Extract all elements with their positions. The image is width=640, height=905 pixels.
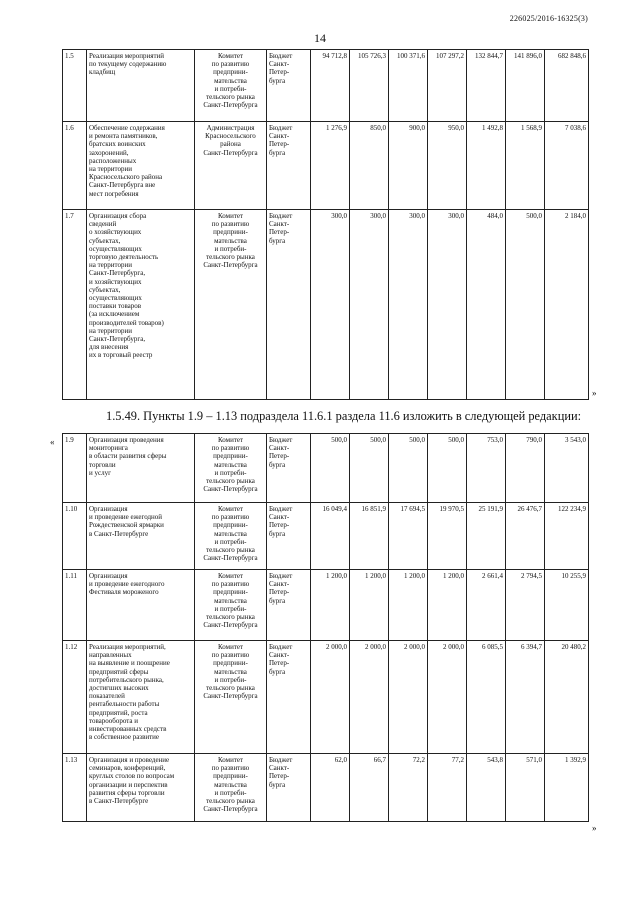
year-value: 72,2 xyxy=(389,754,428,822)
item-number: 1.13 xyxy=(63,754,87,822)
funding-source: Бюджет Санкт- Петер- бурга xyxy=(267,122,311,210)
closing-quote-mark: » xyxy=(592,388,597,398)
executor: Комитет по развитию предприни- мательства и потреби- тельского рынка Санкт-Петербурга xyxy=(195,434,267,503)
year-value: 300,0 xyxy=(350,210,389,400)
year-value: 900,0 xyxy=(389,122,428,210)
year-value: 94 712,8 xyxy=(311,50,350,122)
year-value: 26 476,7 xyxy=(506,503,545,570)
executor: Комитет по развитию предприни- мательства и потреби- тельского рынка Санкт-Петербурга xyxy=(195,210,267,400)
total-value: 20 480,2 xyxy=(545,641,589,754)
measure-name: Организация сбора сведений о хозяйствующих субъектах, осуществляющих торговую деятельность на территории Санкт-Петербурга, и хозяйствующих субъектах, осуществляющих поставки товаров (за исключением производителей товаров) на территории Санкт-Петербурга, для внесения их в торговый реестр xyxy=(87,210,195,400)
funding-source: Бюджет Санкт- Петер- бурга xyxy=(267,754,311,822)
year-value: 66,7 xyxy=(350,754,389,822)
measure-name: Организация и проведение ежегодной Рождественской ярмарки в Санкт-Петербурге xyxy=(87,503,195,570)
year-value: 790,0 xyxy=(506,434,545,503)
year-value: 571,0 xyxy=(506,754,545,822)
year-value: 107 297,2 xyxy=(428,50,467,122)
year-value: 62,0 xyxy=(311,754,350,822)
year-value: 500,0 xyxy=(389,434,428,503)
table-row xyxy=(63,641,589,754)
measure-name: Организация проведения мониторинга в области развития сферы торговли и услуг xyxy=(87,434,195,503)
year-value: 25 191,9 xyxy=(467,503,506,570)
year-value: 300,0 xyxy=(311,210,350,400)
year-value: 77,2 xyxy=(428,754,467,822)
year-value: 1 568,9 xyxy=(506,122,545,210)
year-value: 500,0 xyxy=(350,434,389,503)
item-number: 1.12 xyxy=(63,641,87,754)
executor: Комитет по развитию предприни- мательства и потреби- тельского рынка Санкт-Петербурга xyxy=(195,754,267,822)
year-value: 484,0 xyxy=(467,210,506,400)
year-value: 16 049,4 xyxy=(311,503,350,570)
funding-source: Бюджет Санкт- Петер- бурга xyxy=(267,641,311,754)
year-value: 950,0 xyxy=(428,122,467,210)
year-value: 17 694,5 xyxy=(389,503,428,570)
year-value: 1 200,0 xyxy=(428,570,467,641)
funding-source: Бюджет Санкт- Петер- бурга xyxy=(267,503,311,570)
year-value: 2 000,0 xyxy=(311,641,350,754)
program-measures-table-2 xyxy=(62,433,589,822)
measure-name: Организация и проведение ежегодного Фестиваля мороженого xyxy=(87,570,195,641)
item-number: 1.5 xyxy=(63,50,87,122)
total-value: 7 038,6 xyxy=(545,122,589,210)
opening-quote-mark: « xyxy=(50,437,55,447)
year-value: 500,0 xyxy=(311,434,350,503)
total-value: 2 184,0 xyxy=(545,210,589,400)
year-value: 850,0 xyxy=(350,122,389,210)
year-value: 141 896,0 xyxy=(506,50,545,122)
year-value: 1 492,8 xyxy=(467,122,506,210)
document-registration-number: 226025/2016-16325(3) xyxy=(509,14,588,23)
measure-name: Реализация мероприятий по текущему содержанию кладбищ xyxy=(87,50,195,122)
total-value: 1 392,9 xyxy=(545,754,589,822)
amendment-paragraph: 1.5.49. Пункты 1.9 – 1.13 подраздела 11.6.1 раздела 11.6 изложить в следующей редакции: xyxy=(106,409,582,423)
funding-source: Бюджет Санкт- Петер- бурга xyxy=(267,50,311,122)
year-value: 2 000,0 xyxy=(389,641,428,754)
funding-source: Бюджет Санкт- Петер- бурга xyxy=(267,210,311,400)
measure-name: Обеспечение содержания и ремонта памятников, братских воинских захоронений, расположенных на территории Красносельского района Санкт-Петербурга вне мест погребения xyxy=(87,122,195,210)
funding-source: Бюджет Санкт- Петер- бурга xyxy=(267,570,311,641)
year-value: 2 000,0 xyxy=(350,641,389,754)
table-row xyxy=(63,434,589,503)
table-row xyxy=(63,754,589,822)
total-value: 682 848,6 xyxy=(545,50,589,122)
year-value: 6 085,5 xyxy=(467,641,506,754)
item-number: 1.6 xyxy=(63,122,87,210)
total-value: 10 255,9 xyxy=(545,570,589,641)
executor: Комитет по развитию предприни- мательства и потреби- тельского рынка Санкт-Петербурга xyxy=(195,641,267,754)
measure-name: Организация и проведение семинаров, конференций, круглых столов по вопросам организации и перспектив развития сферы торговли в Санкт-Петербурге xyxy=(87,754,195,822)
program-measures-table-1 xyxy=(62,49,589,400)
executor: Комитет по развитию предприни- мательства и потреби- тельского рынка Санкт-Петербурга xyxy=(195,570,267,641)
measure-name: Реализация мероприятий, направленных на выявление и поощрение предприятий сферы потребительского рынка, достигших высоких показателей рентабельности работы предприятий, роста товарооборота и инвестированных средств в собственное развитие xyxy=(87,641,195,754)
year-value: 300,0 xyxy=(428,210,467,400)
table-row xyxy=(63,50,589,122)
table-row xyxy=(63,570,589,641)
year-value: 100 371,6 xyxy=(389,50,428,122)
year-value: 543,8 xyxy=(467,754,506,822)
table-row xyxy=(63,210,589,400)
item-number: 1.11 xyxy=(63,570,87,641)
executor: Администрация Красносельского района Санкт-Петербурга xyxy=(195,122,267,210)
table-row xyxy=(63,122,589,210)
year-value: 753,0 xyxy=(467,434,506,503)
year-value: 1 276,9 xyxy=(311,122,350,210)
funding-source: Бюджет Санкт- Петер- бурга xyxy=(267,434,311,503)
year-value: 2 794,5 xyxy=(506,570,545,641)
table-row xyxy=(63,503,589,570)
year-value: 500,0 xyxy=(506,210,545,400)
year-value: 300,0 xyxy=(389,210,428,400)
year-value: 1 200,0 xyxy=(311,570,350,641)
year-value: 1 200,0 xyxy=(389,570,428,641)
item-number: 1.10 xyxy=(63,503,87,570)
item-number: 1.9 xyxy=(63,434,87,503)
year-value: 1 200,0 xyxy=(350,570,389,641)
closing-quote-mark-2: » xyxy=(592,823,597,833)
year-value: 2 661,4 xyxy=(467,570,506,641)
total-value: 3 543,0 xyxy=(545,434,589,503)
year-value: 2 000,0 xyxy=(428,641,467,754)
year-value: 105 726,3 xyxy=(350,50,389,122)
item-number: 1.7 xyxy=(63,210,87,400)
year-value: 19 970,5 xyxy=(428,503,467,570)
executor: Комитет по развитию предприни- мательства и потреби- тельского рынка Санкт-Петербурга xyxy=(195,50,267,122)
year-value: 16 851,9 xyxy=(350,503,389,570)
total-value: 122 234,9 xyxy=(545,503,589,570)
year-value: 132 844,7 xyxy=(467,50,506,122)
year-value: 500,0 xyxy=(428,434,467,503)
executor: Комитет по развитию предприни- мательства и потреби- тельского рынка Санкт-Петербурга xyxy=(195,503,267,570)
year-value: 6 394,7 xyxy=(506,641,545,754)
page-number: 14 xyxy=(314,31,326,45)
